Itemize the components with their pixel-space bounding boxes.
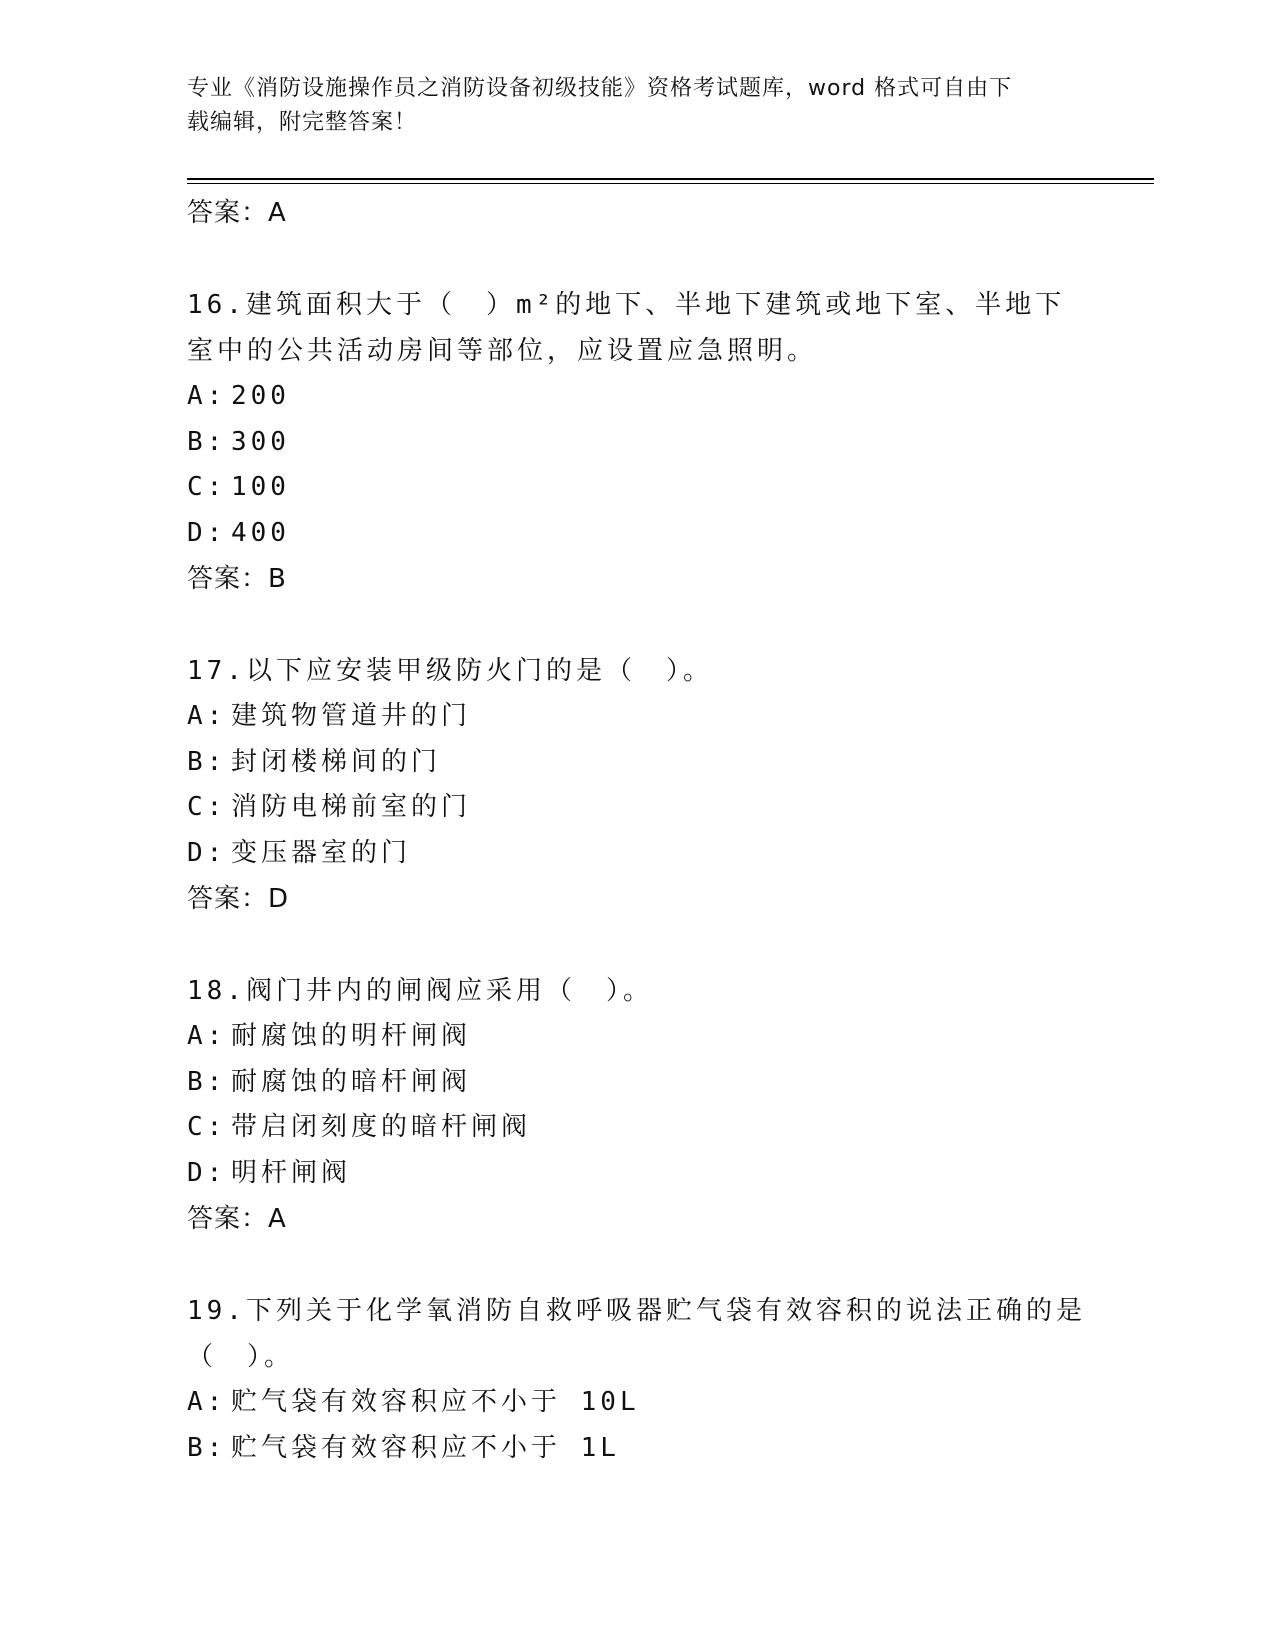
option-a: A: 200	[187, 381, 290, 411]
question-18	[187, 968, 1087, 1242]
header-line-1: 专业《消防设施操作员之消防设备初级技能》资格考试题库，word 格式可自由下	[187, 76, 1013, 101]
question-stem: 18.阀门井内的闸阀应采用（ ）。	[187, 976, 653, 1006]
document-header	[187, 72, 1067, 140]
question-stem: 19.下列关于化学氧消防自救呼吸器贮气袋有效容积的说法正确的是（ ）。	[187, 1296, 1086, 1372]
option-b: B: 贮气袋有效容积应不小于 1L	[187, 1432, 620, 1463]
option-b: B: 封闭楼梯间的门	[187, 746, 442, 777]
option-c: C: 消防电梯前室的门	[187, 792, 472, 822]
option-a: A: 贮气袋有效容积应不小于 10L	[187, 1387, 640, 1417]
answer: 答案：B	[187, 564, 287, 594]
question-19	[187, 1288, 1087, 1471]
option-d: D: 明杆闸阀	[187, 1157, 352, 1188]
header-divider-thick	[187, 178, 1154, 180]
option-a: A: 耐腐蚀的明杆闸阀	[187, 1021, 472, 1051]
option-c: C: 100	[187, 472, 290, 502]
question-stem: 16.建筑面积大于（ ）m²的地下、半地下建筑或地下室、半地下室中的公共活动房间等部位，应设置应急照明。	[187, 290, 1066, 366]
answer: 答案：A	[187, 1204, 287, 1234]
option-b: B: 300	[187, 426, 290, 457]
answer-previous: 答案：A	[187, 198, 287, 228]
question-17	[187, 648, 1087, 922]
header-line-2: 载编辑，附完整答案！	[187, 110, 418, 135]
option-a: A: 建筑物管道井的门	[187, 701, 472, 731]
option-b: B: 耐腐蚀的暗杆闸阀	[187, 1066, 472, 1097]
answer: 答案：D	[187, 884, 290, 914]
question-stem: 17.以下应安装甲级防火门的是（ ）。	[187, 656, 713, 686]
option-c: C: 带启闭刻度的暗杆闸阀	[187, 1112, 532, 1142]
question-16	[187, 282, 1087, 602]
question-list	[187, 190, 1087, 1471]
option-d: D: 变压器室的门	[187, 837, 412, 868]
option-d: D: 400	[187, 517, 290, 548]
header-divider-thin	[187, 183, 1154, 184]
